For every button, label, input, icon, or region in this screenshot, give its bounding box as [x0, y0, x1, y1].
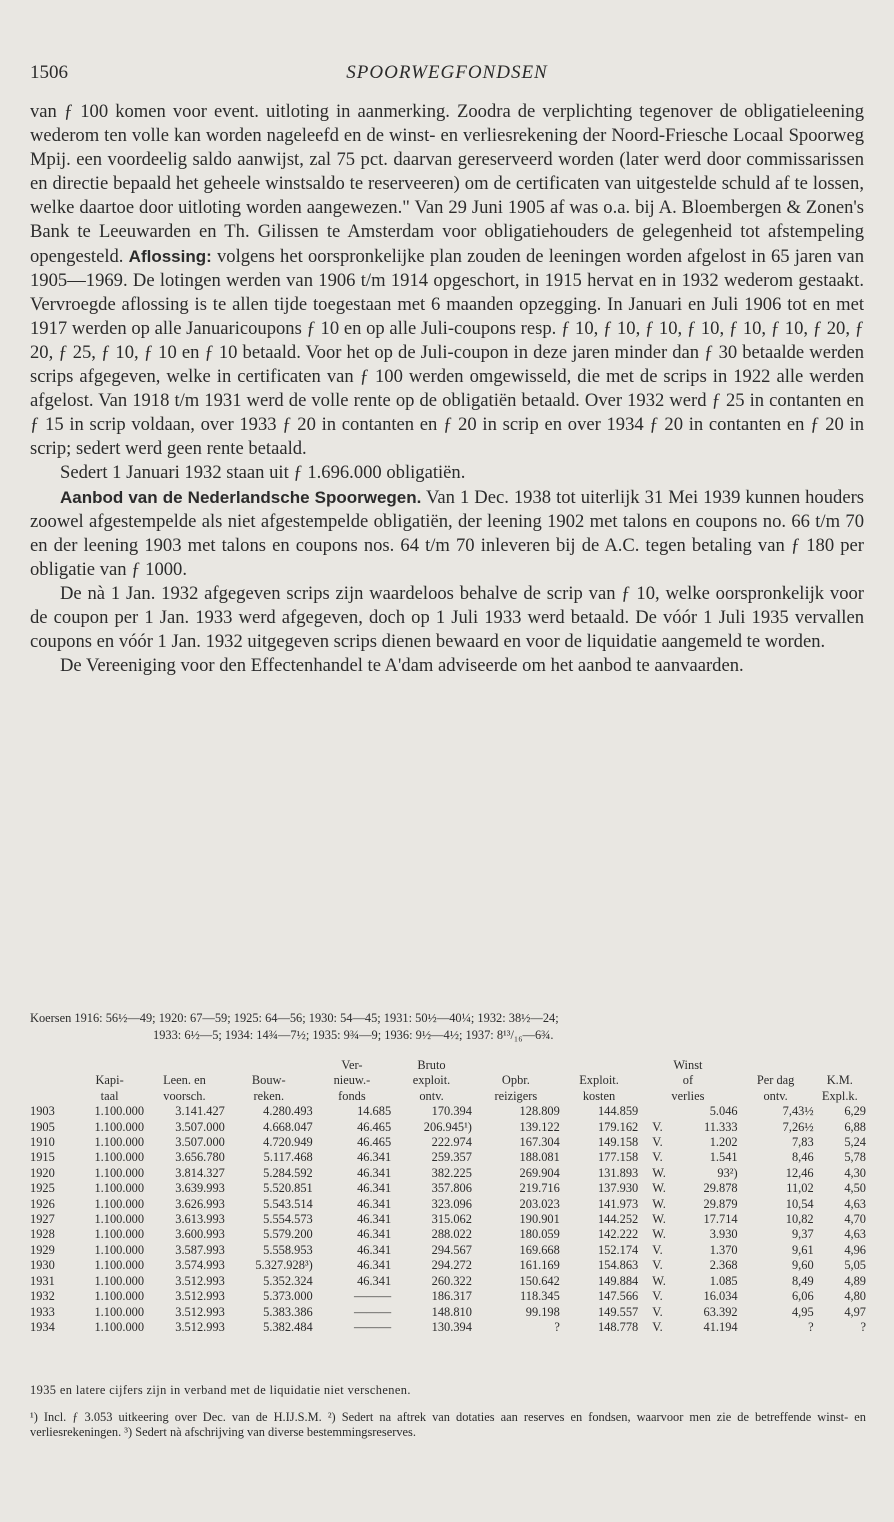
table-cell: 323.096 — [431, 1196, 472, 1211]
table-cell: 128.809 — [519, 1104, 560, 1119]
table-cell: 269.904 — [519, 1165, 560, 1180]
running-title: SPOORWEGFONDSEN — [346, 62, 548, 83]
table-cell: 188.081 — [519, 1150, 560, 1165]
year-cell: 1928 — [30, 1227, 55, 1242]
table-row — [30, 1120, 866, 1135]
table-row — [30, 1212, 866, 1227]
column-header: Bouw- reken. — [251, 1073, 286, 1103]
bold-heading: Aanbod van de Nederlandsche Spoorwegen. — [60, 487, 422, 507]
paragraph — [30, 654, 864, 678]
table-cell: 144.252 — [597, 1212, 639, 1227]
column-header: Bruto exploit. ontv. — [412, 1058, 451, 1103]
table-cell: 46.341 — [357, 1181, 392, 1196]
table-cell: W. — [652, 1273, 666, 1288]
table-cell: 8,46 — [791, 1150, 814, 1165]
year-cell: 1905 — [30, 1119, 55, 1134]
table-cell: 6,06 — [791, 1289, 814, 1304]
table-cell: 5.579.200 — [263, 1227, 313, 1242]
table-cell: 5.373.000 — [263, 1289, 313, 1304]
table-cell: 46.465 — [357, 1135, 392, 1150]
table-cell: 5,24 — [844, 1135, 866, 1150]
table-cell: 1.100.000 — [94, 1319, 145, 1334]
table-cell: 5,05 — [844, 1258, 866, 1273]
year-cell: 1932 — [30, 1289, 55, 1304]
table-cell: 46.341 — [357, 1242, 392, 1257]
text-run: Sedert 1 Januari 1932 staan uit ƒ 1.696.000 obligatiën. — [60, 462, 466, 484]
table-cell: V. — [652, 1258, 663, 1273]
table-cell: 148.778 — [597, 1319, 639, 1334]
table-cell: 5.117.468 — [263, 1150, 313, 1165]
table-cell: 7,26½ — [782, 1119, 814, 1134]
table-cell: 12,46 — [785, 1165, 814, 1180]
year-cell: 1931 — [30, 1273, 55, 1288]
footnotes: ¹) Incl. ƒ 3.053 uitkeering over Dec. van de H.IJ.S.M. ²) Sedert na aftrek van dotaties aan reserves en fondsen, waarvoor men zie de betreffende winst- en verliesrekeningen. ³) Sedert nà afschrijving van diverse bestemmingsreserves. — [30, 1410, 866, 1439]
table-row — [30, 1197, 866, 1212]
table-row — [30, 1258, 866, 1273]
table-cell: 4,70 — [844, 1212, 866, 1227]
table-cell: 179.162 — [597, 1119, 639, 1134]
table-cell: W. — [652, 1227, 666, 1242]
table-cell: 1.100.000 — [94, 1119, 145, 1134]
table-row — [30, 1135, 866, 1150]
table-cell: 46.341 — [357, 1150, 392, 1165]
table-cell: V. — [652, 1135, 663, 1150]
table-cell: 147.566 — [597, 1289, 639, 1304]
table-cell: 142.222 — [597, 1227, 639, 1242]
table-cell: 1.100.000 — [94, 1258, 145, 1273]
table-cell: 139.122 — [519, 1119, 560, 1134]
table-cell: 46.341 — [357, 1258, 392, 1273]
column-header: Opbr. reizigers — [494, 1073, 538, 1103]
table-cell: 3.574.993 — [175, 1258, 225, 1273]
table-cell: 4,30 — [844, 1165, 866, 1180]
table-cell: 5.327.928³) — [255, 1258, 313, 1273]
table-header-row — [30, 1058, 866, 1104]
table-cell: 8,49 — [791, 1273, 814, 1288]
table-cell: 1.370 — [709, 1242, 738, 1257]
table-cell: 1.085 — [709, 1273, 738, 1288]
year-cell: 1934 — [30, 1319, 55, 1334]
table-cell: 5.382.484 — [263, 1319, 313, 1334]
table-cell: 1.541 — [709, 1150, 738, 1165]
table-cell: 3.512.993 — [175, 1273, 225, 1288]
year-cell: 1930 — [30, 1258, 55, 1273]
table-cell: 5.383.386 — [263, 1304, 313, 1319]
table-cell: 1.100.000 — [94, 1150, 145, 1165]
table-cell: 150.642 — [519, 1273, 560, 1288]
table-cell: 3.930 — [709, 1227, 738, 1242]
table-cell: 294.272 — [431, 1258, 472, 1273]
table-cell: ? — [860, 1319, 866, 1334]
year-cell: 1927 — [30, 1212, 55, 1227]
table-cell: 206.945¹) — [423, 1119, 472, 1134]
column-header: Leen. en voorsch. — [163, 1073, 206, 1103]
table-cell: 259.357 — [431, 1150, 472, 1165]
table-cell: 4.280.493 — [263, 1104, 313, 1119]
year-cell: 1920 — [30, 1165, 55, 1180]
table-row — [30, 1181, 866, 1196]
table-cell: 3.639.993 — [175, 1181, 225, 1196]
table-cell: W. — [652, 1212, 666, 1227]
table-cell: W. — [652, 1196, 666, 1211]
column-header: Kapi- taal — [95, 1073, 124, 1103]
table-cell: 1.100.000 — [94, 1304, 145, 1319]
text-run: De Vereeniging voor den Effectenhandel te A'dam adviseerde om het aanbod te aanvaarden. — [60, 655, 744, 677]
table-cell: 1.100.000 — [94, 1227, 145, 1242]
table-cell: V. — [652, 1150, 663, 1165]
table-cell: 1.100.000 — [94, 1273, 145, 1288]
table-cell: 5.543.514 — [263, 1196, 313, 1211]
koersen-block — [30, 1010, 866, 1044]
table-cell: 3.613.993 — [175, 1212, 225, 1227]
table-cell: 4,50 — [844, 1181, 866, 1196]
table-cell: 46.341 — [357, 1212, 392, 1227]
table-cell: 1.100.000 — [94, 1135, 145, 1150]
table-cell: 4.720.949 — [263, 1135, 313, 1150]
table-cell: 137.930 — [597, 1181, 639, 1196]
table-cell: 1.100.000 — [94, 1242, 145, 1257]
table-cell: 11,02 — [786, 1181, 814, 1196]
table-cell: 3.587.993 — [175, 1242, 225, 1257]
table-cell: 149.557 — [597, 1304, 639, 1319]
table-cell: 46.341 — [357, 1227, 392, 1242]
table-cell: 5.554.573 — [263, 1212, 313, 1227]
table-cell: 1.100.000 — [94, 1181, 145, 1196]
table-cell: 99.198 — [525, 1304, 560, 1319]
table-cell: 1.100.000 — [94, 1104, 145, 1119]
table-cell: 3.512.993 — [175, 1319, 225, 1334]
table-cell: 7,43½ — [782, 1104, 814, 1119]
table-cell: 169.668 — [519, 1242, 560, 1257]
table-cell: 63.392 — [703, 1304, 738, 1319]
page-number: 1506 — [30, 62, 68, 83]
paragraph — [30, 582, 864, 654]
table-row — [30, 1166, 866, 1181]
paragraph — [30, 486, 864, 582]
table-cell: V. — [652, 1304, 663, 1319]
table-cell: 382.225 — [431, 1165, 472, 1180]
text-run: volgens het oorspronkelijke plan zouden de leeningen worden afgelost in 65 jaren van 1905—1969. De lotingen werden van 1906 t/m 1914 opgeschort, in 1915 hervat en in 1932 wederom gestaakt. Vervroegde aflossing is te allen tijde toegestaan met 6 maanden opzegging. In Januari en Juli 1906 tot en met 1917 werden op alle Januaricoupons ƒ 10 en op alle Juli-coupons resp. ƒ 10, ƒ 10, ƒ 10, ƒ 10, ƒ 10, ƒ 10, ƒ 20, ƒ 20, ƒ 25, ƒ 10, ƒ 10 en ƒ 10 betaald. Voor het op de Juli-coupon in deze jaren minder dan ƒ 30 betaalde werden scrips afgegeven, welke in certificaten van ƒ 100 werden omgewisseld, die met de scrips in 1922 alle werden afgelost. Van 1918 t/m 1931 werd de volle rente op de obligatiën betaald. Over 1932 werd ƒ 25 in contanten en ƒ 15 in scrip voldaan, over 1933 ƒ 20 in contanten en ƒ 20 in scrip en over 1934 ƒ 20 in contanten en ƒ 20 in scrip; sedert werd geen rente betaald. — [30, 245, 864, 460]
table-cell: 167.304 — [519, 1135, 560, 1150]
table-cell: 1.100.000 — [94, 1289, 145, 1304]
table-cell: 3.507.000 — [175, 1119, 225, 1134]
table-cell: 118.345 — [520, 1289, 560, 1304]
table-cell: 29.879 — [703, 1196, 738, 1211]
table-cell: 130.394 — [431, 1319, 472, 1334]
year-cell: 1929 — [30, 1242, 55, 1257]
table-cell: W. — [652, 1165, 666, 1180]
table-cell: 3.656.780 — [175, 1150, 225, 1165]
table-cell: V. — [652, 1119, 663, 1134]
table-cell: 1.100.000 — [94, 1212, 145, 1227]
table-cell: 5.284.592 — [263, 1165, 313, 1180]
table-row — [30, 1320, 866, 1335]
table-cell: 294.567 — [431, 1242, 472, 1257]
table-cell: 10,82 — [785, 1212, 814, 1227]
table-cell: 3.507.000 — [175, 1135, 225, 1150]
table-cell: 1.100.000 — [94, 1196, 145, 1211]
year-cell: 1926 — [30, 1196, 55, 1211]
table-cell: 1.100.000 — [94, 1165, 145, 1180]
table-cell: 149.158 — [597, 1135, 639, 1150]
table-row — [30, 1305, 866, 1320]
table-cell: 3.600.993 — [175, 1227, 225, 1242]
financial-table — [30, 1058, 866, 1335]
table-cell: 148.810 — [431, 1304, 472, 1319]
table-cell: 141.973 — [597, 1196, 639, 1211]
table-cell: 4,97 — [844, 1304, 866, 1319]
table-cell: 149.884 — [597, 1273, 639, 1288]
column-header: Winst of verlies — [671, 1058, 705, 1103]
table-cell: 6,88 — [844, 1119, 866, 1134]
table-cell: 4,96 — [844, 1242, 866, 1257]
table-cell: 9,61 — [791, 1242, 814, 1257]
table-cell: 186.317 — [431, 1289, 472, 1304]
table-cell: 4.668.047 — [263, 1119, 313, 1134]
table-cell: V. — [652, 1319, 663, 1334]
table-cell: 46.465 — [357, 1119, 392, 1134]
table-cell: 11.333 — [703, 1119, 738, 1134]
table-cell: 161.169 — [519, 1258, 560, 1273]
page-header — [30, 62, 864, 88]
table-cell: 288.022 — [431, 1227, 472, 1242]
table-cell: 203.023 — [519, 1196, 560, 1211]
note-1935: 1935 en latere cijfers zijn in verband met de liquidatie niet verschenen. — [30, 1383, 411, 1397]
table-row — [30, 1150, 866, 1165]
table-row — [30, 1243, 866, 1258]
table-cell: 46.341 — [357, 1165, 392, 1180]
table-row — [30, 1104, 866, 1119]
table-cell: ? — [808, 1319, 814, 1334]
year-cell: 1903 — [30, 1104, 55, 1119]
table-cell: ——— — [353, 1289, 392, 1304]
table-cell: 315.062 — [431, 1212, 472, 1227]
table-cell: W. — [652, 1181, 666, 1196]
table-cell: 152.174 — [597, 1242, 639, 1257]
bold-heading: Aflossing: — [128, 246, 212, 266]
koersen-line-2: 1933: 6½—5; 1934: 14¾—7½; 1935: 9¾—9; 1936: 9½—4½; 1937: 8¹³/₁₆—6¾. — [153, 1028, 554, 1042]
table-cell: 170.394 — [431, 1104, 472, 1119]
table-cell: 5.352.324 — [263, 1273, 313, 1288]
year-cell: 1933 — [30, 1304, 55, 1319]
table-cell: 9,60 — [791, 1258, 814, 1273]
table-row — [30, 1227, 866, 1242]
table-cell: 29.878 — [703, 1181, 738, 1196]
table-cell: 6,29 — [844, 1104, 866, 1119]
table-cell: 3.512.993 — [175, 1304, 225, 1319]
koersen-line-1: Koersen 1916: 56½—49; 1920: 67—59; 1925: 64—56; 1930: 54—45; 1931: 50½—40¼; 1932: 38½—24; — [30, 1011, 559, 1025]
table-cell: 7,83 — [791, 1135, 814, 1150]
table-cell: ——— — [353, 1319, 392, 1334]
table-cell: 3.512.993 — [175, 1289, 225, 1304]
body-text — [30, 100, 864, 678]
text-run: van ƒ 100 komen voor event. uitloting in aanmerking. Zoodra de verplichting tegenover de obligatieleening wederom ten volle kan worden nageleefd en de winst- en verliesrekening der Noord-Friesche Locaal Spoorweg Mpij. een voordeelig saldo aanwijst, zal 75 pct. daarvan gereserveerd worden (later werd door commissarissen en directie bepaald het geheele winstsaldo te reserveeren) om de certificaten van uitgestelde schuld af te lossen, welke daartoe door uitloting worden aangewezen." Van 29 Juni 1905 af was o.a. bij A. Bloembergen & Zonen's Bank te Leeuwarden en Th. Gilissen te Amsterdam voor obligatiehouders de gelegenheid tot afstempeling opengesteld. — [30, 101, 864, 267]
column-header: Exploit. kosten — [579, 1073, 619, 1103]
column-header: Ver- nieuw.- fonds — [333, 1058, 371, 1103]
table-cell — [638, 1104, 671, 1119]
table-cell: 46.341 — [357, 1196, 392, 1211]
table-cell: 5.520.851 — [263, 1181, 313, 1196]
table-cell: 16.034 — [703, 1289, 738, 1304]
table-cell: 144.859 — [597, 1104, 639, 1119]
table-cell: 131.893 — [597, 1165, 639, 1180]
table-cell: 41.194 — [703, 1319, 738, 1334]
table-cell: 4,80 — [844, 1289, 866, 1304]
table-cell: 5,78 — [844, 1150, 866, 1165]
table-cell: 4,63 — [844, 1227, 866, 1242]
table-cell: V. — [652, 1242, 663, 1257]
table-cell: 3.626.993 — [175, 1196, 225, 1211]
table-cell: 14.685 — [357, 1104, 392, 1119]
table-cell: ? — [554, 1319, 560, 1334]
table-cell: 4,95 — [791, 1304, 814, 1319]
paragraph — [30, 461, 864, 485]
table-cell: 3.141.427 — [175, 1104, 225, 1119]
column-header: K.M. Expl.k. — [821, 1073, 858, 1103]
table-cell: 2.368 — [709, 1258, 738, 1273]
table-row — [30, 1274, 866, 1289]
table-cell: 260.322 — [431, 1273, 472, 1288]
table-cell: 4,63 — [844, 1196, 866, 1211]
table-cell: 1.202 — [709, 1135, 738, 1150]
table-cell: 180.059 — [519, 1227, 560, 1242]
table-cell: 93²) — [717, 1165, 738, 1180]
table-cell: 46.341 — [357, 1273, 392, 1288]
table-row — [30, 1289, 866, 1304]
table-cell: 3.814.327 — [175, 1165, 225, 1180]
paragraph — [30, 100, 864, 461]
table-cell: 5.558.953 — [263, 1242, 313, 1257]
column-header: Per dag ontv. — [756, 1073, 795, 1103]
table-cell: 190.901 — [519, 1212, 560, 1227]
text-run: De nà 1 Jan. 1932 afgegeven scrips zijn waardeloos behalve de scrip van ƒ 10, welke oorspronkelijk voor de coupon per 1 Jan. 1933 werd afgegeven, doch op 1 Juli 1933 werd betaald. De vóór 1 Juli 1935 vervallen coupons en vóór 1 Jan. 1932 uitgegeven scrips dienen bewaard en voor de liquidatie aangemeld te worden. — [30, 582, 864, 653]
table-cell: 219.716 — [519, 1181, 560, 1196]
table-cell: 154.863 — [597, 1258, 639, 1273]
table-cell: 357.806 — [431, 1181, 472, 1196]
table-cell: 10,54 — [785, 1196, 814, 1211]
text-run: Van 1 Dec. 1938 tot uiterlijk 31 Mei 1939 kunnen houders zoowel afgestempelde als niet afgestempelde obligatiën, der leening 1902 met talons en coupons no. 66 t/m 70 en der leening 1903 met talons en coupons nos. 64 t/m 70 inleveren bij de A.C. tegen betaling van ƒ 180 per obligatie van ƒ 1000. — [30, 486, 864, 580]
table-cell: 222.974 — [431, 1135, 472, 1150]
column-header — [30, 1058, 75, 1104]
table-cell: 9,37 — [791, 1227, 814, 1242]
table-cell: 4,89 — [844, 1273, 866, 1288]
table-cell: 5.046 — [709, 1104, 738, 1119]
table-cell: V. — [652, 1289, 663, 1304]
table-cell: 17.714 — [703, 1212, 738, 1227]
table-cell: ——— — [353, 1304, 392, 1319]
year-cell: 1910 — [30, 1135, 55, 1150]
year-cell: 1915 — [30, 1150, 55, 1165]
year-cell: 1925 — [30, 1181, 55, 1196]
table-cell: 177.158 — [597, 1150, 639, 1165]
